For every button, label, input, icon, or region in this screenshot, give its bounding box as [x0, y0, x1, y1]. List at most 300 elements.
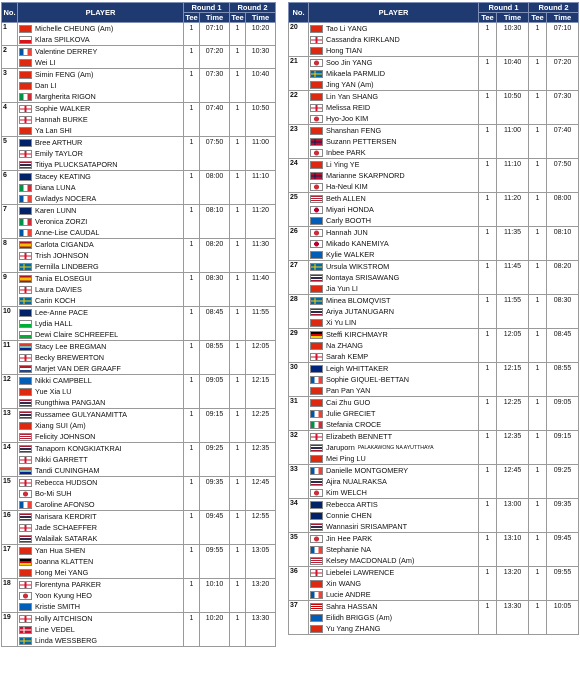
player-name: Emily TAYLOR: [35, 149, 83, 158]
group-number: 27: [289, 261, 309, 295]
round1-time: 09:15: [200, 409, 230, 443]
player-line: [309, 79, 478, 90]
round2-time: 10:40: [246, 69, 276, 103]
round2-time: 10:30: [246, 46, 276, 69]
flag-icon: [19, 59, 32, 67]
player-name: Tandi CUNINGHAM: [35, 466, 100, 475]
player-line: [309, 397, 478, 408]
player-line: [309, 317, 478, 328]
flag-icon: [310, 614, 323, 622]
round2-time: 07:50: [547, 159, 579, 193]
player-line: [18, 635, 183, 646]
flag-icon: [19, 592, 32, 600]
player-line: [309, 487, 478, 498]
player-line: [309, 533, 478, 544]
player-line: [18, 601, 183, 612]
flag-icon: [19, 626, 32, 634]
round2-tee: 1: [529, 295, 547, 329]
round1-time: 08:30: [200, 273, 230, 307]
player-line: [309, 45, 478, 56]
player-line: [309, 623, 478, 634]
flag-icon: [310, 127, 323, 135]
flag-icon: [310, 489, 323, 497]
header-r1-tee: Tee: [479, 13, 497, 23]
group-number: 13: [2, 409, 18, 443]
player-name: Mikado KANEMIYA: [326, 239, 389, 248]
flag-icon: [310, 376, 323, 384]
flag-icon: [19, 207, 32, 215]
player-line: [18, 454, 183, 465]
player-cell: [309, 601, 479, 635]
player-name: Holly AITCHISON: [35, 614, 93, 623]
player-line: [18, 431, 183, 442]
round1-time: 09:55: [200, 545, 230, 579]
round2-tee: 1: [529, 567, 547, 601]
flag-icon: [19, 411, 32, 419]
round1-time: 09:45: [200, 511, 230, 545]
round1-tee: 1: [184, 443, 200, 477]
group-row: [289, 431, 579, 465]
round1-time: 10:20: [200, 613, 230, 647]
flag-icon: [310, 36, 323, 44]
player-line: [18, 23, 183, 34]
round2-tee: 1: [529, 261, 547, 295]
player-line: [18, 409, 183, 420]
group-row: [289, 193, 579, 227]
player-name: Melissa REID: [326, 103, 371, 112]
player-line: [18, 397, 183, 408]
flag-icon: [19, 377, 32, 385]
round1-time: 10:50: [497, 91, 529, 125]
flag-icon: [19, 456, 32, 464]
player-name: Connie CHEN: [326, 511, 372, 520]
player-name: Xin WANG: [326, 579, 362, 588]
round2-tee: 1: [529, 431, 547, 465]
round2-tee: 1: [529, 499, 547, 533]
flag-icon: [310, 523, 323, 531]
round1-tee: 1: [184, 239, 200, 273]
flag-icon: [310, 206, 323, 214]
round1-time: 13:20: [497, 567, 529, 601]
round2-tee: 1: [230, 443, 246, 477]
flag-icon: [310, 161, 323, 169]
player-name: Diana LUNA: [35, 183, 76, 192]
round1-time: 12:15: [497, 363, 529, 397]
flag-icon: [310, 297, 323, 305]
player-line: [309, 578, 478, 589]
player-name: Ajira NUALRAKSA: [326, 477, 387, 486]
group-number: 11: [2, 341, 18, 375]
player-line: [18, 477, 183, 488]
group-number: 9: [2, 273, 18, 307]
flag-icon: [310, 342, 323, 350]
round1-time: 08:00: [200, 171, 230, 205]
player-line: [18, 295, 183, 306]
player-name: Nikki CAMPBELL: [35, 376, 92, 385]
round2-time: 10:20: [246, 23, 276, 46]
player-line: [309, 68, 478, 79]
flag-icon: [310, 47, 323, 55]
player-line: [309, 442, 478, 453]
round1-time: 12:25: [497, 397, 529, 431]
round2-time: 09:35: [547, 499, 579, 533]
round1-tee: 1: [479, 499, 497, 533]
group-number: 3: [2, 69, 18, 103]
flag-icon: [310, 25, 323, 33]
player-cell: [18, 579, 184, 613]
player-line: [18, 465, 183, 476]
player-cell: [309, 329, 479, 363]
round1-time: 11:00: [497, 125, 529, 159]
flag-icon: [19, 105, 32, 113]
round2-tee: 1: [529, 91, 547, 125]
player-line: [309, 555, 478, 566]
player-line: [18, 57, 183, 68]
player-line: [309, 147, 478, 158]
flag-icon: [19, 161, 32, 169]
player-cell: [18, 545, 184, 579]
round2-tee: 1: [529, 533, 547, 567]
flag-icon: [19, 252, 32, 260]
player-line: [18, 193, 183, 204]
round1-tee: 1: [479, 465, 497, 499]
round2-tee: 1: [230, 205, 246, 239]
player-line: [18, 114, 183, 125]
player-cell: [18, 307, 184, 341]
player-name: Stacey KEATING: [35, 172, 91, 181]
player-cell: [18, 103, 184, 137]
round1-tee: 1: [479, 533, 497, 567]
flag-icon: [310, 251, 323, 259]
round2-time: 11:20: [246, 205, 276, 239]
player-line: [309, 215, 478, 226]
player-name: Joanna KLATTEN: [35, 557, 94, 566]
round2-tee: 1: [230, 273, 246, 307]
player-line: [309, 238, 478, 249]
player-name: Lucie ANDRE: [326, 590, 371, 599]
round2-time: 12:25: [246, 409, 276, 443]
flag-icon: [310, 319, 323, 327]
player-name: Pan Pan YAN: [326, 386, 371, 395]
flag-icon: [19, 479, 32, 487]
round2-time: 10:50: [246, 103, 276, 137]
player-line: [18, 318, 183, 329]
round1-tee: 1: [479, 261, 497, 295]
player-name: Marianne SKARPNORD: [326, 171, 405, 180]
round1-time: 07:20: [200, 46, 230, 69]
player-line: [309, 567, 478, 578]
group-number: 18: [2, 579, 18, 613]
round2-time: 08:20: [547, 261, 579, 295]
player-line: [309, 193, 478, 204]
group-number: 22: [289, 91, 309, 125]
flag-icon: [310, 625, 323, 633]
flag-icon: [310, 603, 323, 611]
player-name: Li Ying YE: [326, 160, 360, 169]
round2-tee: 1: [230, 341, 246, 375]
flag-icon: [310, 569, 323, 577]
player-line: [18, 556, 183, 567]
group-number: 30: [289, 363, 309, 397]
header-player: PLAYER: [309, 3, 479, 23]
player-cell: [18, 46, 184, 69]
player-line: [309, 431, 478, 442]
round1-time: 08:55: [200, 341, 230, 375]
player-name: Nikki GARRETT: [35, 455, 88, 464]
round2-tee: 1: [230, 137, 246, 171]
header-round1: Round 1: [479, 3, 529, 13]
player-name: Soo Jin YANG: [326, 58, 373, 67]
round2-time: 09:55: [547, 567, 579, 601]
player-name: Ha-Neul KIM: [326, 182, 368, 191]
group-row: [2, 613, 276, 647]
player-line: [18, 205, 183, 216]
player-name: Becky BREWERTON: [35, 353, 105, 362]
player-line: [309, 272, 478, 283]
flag-icon: [19, 399, 32, 407]
group-row: [289, 499, 579, 533]
group-row: [2, 579, 276, 613]
round1-tee: 1: [479, 23, 497, 57]
player-line: [18, 307, 183, 318]
player-name: Hannah BURKE: [35, 115, 88, 124]
flag-icon: [19, 173, 32, 181]
group-number: 16: [2, 511, 18, 545]
round2-time: 09:05: [547, 397, 579, 431]
player-name: Bo-Mi SUH: [35, 489, 72, 498]
flag-icon: [310, 410, 323, 418]
player-name: Dewi Claire SCHREEFEL: [35, 330, 119, 339]
round2-time: 08:45: [547, 329, 579, 363]
round1-time: 13:30: [497, 601, 529, 635]
tee-times-table-left: [1, 2, 276, 647]
player-name: Ariya JUTANUGARN: [326, 307, 394, 316]
player-name: Tao Li YANG: [326, 24, 368, 33]
player-name: Marjet VAN DER GRAAFF: [35, 364, 121, 373]
round1-time: 13:00: [497, 499, 529, 533]
player-line: [309, 227, 478, 238]
group-number: 35: [289, 533, 309, 567]
round2-time: 11:00: [246, 137, 276, 171]
flag-icon: [19, 71, 32, 79]
header-r2-time: Time: [246, 13, 276, 23]
player-name: Hong TIAN: [326, 46, 362, 55]
round1-time: 11:35: [497, 227, 529, 261]
flag-icon: [19, 286, 32, 294]
flag-icon: [310, 546, 323, 554]
round1-time: 11:20: [497, 193, 529, 227]
player-line: [18, 613, 183, 624]
player-cell: [309, 295, 479, 329]
round2-tee: 1: [529, 329, 547, 363]
flag-icon: [310, 331, 323, 339]
flag-icon: [310, 591, 323, 599]
flag-icon: [19, 422, 32, 430]
player-line: [18, 80, 183, 91]
group-row: [2, 69, 276, 103]
flag-icon: [310, 535, 323, 543]
player-name: Shanshan FENG: [326, 126, 382, 135]
player-name: Mikaela PARMLID: [326, 69, 386, 78]
flag-icon: [310, 70, 323, 78]
group-row: [2, 239, 276, 273]
round2-time: 07:10: [547, 23, 579, 57]
player-line: [309, 374, 478, 385]
player-line: [18, 545, 183, 556]
player-name: Kristie SMITH: [35, 602, 80, 611]
flag-icon: [19, 82, 32, 90]
group-row: [289, 125, 579, 159]
player-line: [309, 170, 478, 181]
player-line: [18, 522, 183, 533]
flag-icon: [19, 467, 32, 475]
flag-icon: [19, 195, 32, 203]
player-line: [309, 261, 478, 272]
round1-tee: 1: [184, 545, 200, 579]
player-line: [18, 34, 183, 45]
flag-icon: [310, 557, 323, 565]
flag-icon: [310, 93, 323, 101]
flag-icon: [310, 455, 323, 463]
player-name: Inbee PARK: [326, 148, 366, 157]
round1-tee: 1: [184, 613, 200, 647]
flag-icon: [310, 115, 323, 123]
player-line: [309, 601, 478, 612]
round1-tee: 1: [184, 137, 200, 171]
player-cell: [309, 159, 479, 193]
player-name: Lin Yan SHANG: [326, 92, 379, 101]
group-row: [289, 159, 579, 193]
player-name: Line VEDEL: [35, 625, 75, 634]
player-name: Titiya PLUCKSATAPORN: [35, 160, 118, 169]
round1-time: 09:35: [200, 477, 230, 511]
player-name: Steffi KIRCHMAYR: [326, 330, 388, 339]
player-line: [309, 181, 478, 192]
player-line: [18, 159, 183, 170]
group-row: [2, 409, 276, 443]
group-number: 10: [2, 307, 18, 341]
flag-icon: [19, 116, 32, 124]
round1-tee: 1: [479, 159, 497, 193]
header-round2: Round 2: [529, 3, 579, 13]
player-name: Rebecca HUDSON: [35, 478, 98, 487]
player-cell: [309, 533, 479, 567]
flag-icon: [310, 104, 323, 112]
player-line: [18, 250, 183, 261]
flag-icon: [19, 263, 32, 271]
player-name: Xiang SUI (Am): [35, 421, 86, 430]
group-number: 34: [289, 499, 309, 533]
player-name: Hannah JUN: [326, 228, 368, 237]
player-name: Liebelei LAWRENCE: [326, 568, 395, 577]
group-number: 7: [2, 205, 18, 239]
player-line: [18, 386, 183, 397]
player-line: [309, 385, 478, 396]
player-line: [18, 284, 183, 295]
group-row: [2, 545, 276, 579]
round1-tee: 1: [479, 601, 497, 635]
flag-icon: [310, 501, 323, 509]
flag-icon: [19, 36, 32, 44]
group-row: [2, 171, 276, 205]
player-cell: [309, 431, 479, 465]
group-number: 31: [289, 397, 309, 431]
player-name: Kylie WALKER: [326, 250, 375, 259]
player-name: Sarah KEMP: [326, 352, 369, 361]
player-line: [18, 216, 183, 227]
flag-icon: [19, 343, 32, 351]
flag-icon: [310, 183, 323, 191]
round1-tee: 1: [184, 579, 200, 613]
round2-time: 09:15: [547, 431, 579, 465]
round1-time: 08:20: [200, 239, 230, 273]
flag-icon: [310, 365, 323, 373]
player-cell: [18, 613, 184, 647]
player-line: [18, 567, 183, 578]
round2-time: 09:45: [547, 533, 579, 567]
flag-icon: [19, 501, 32, 509]
player-cell: [18, 273, 184, 307]
player-name: Yue Xia LU: [35, 387, 72, 396]
round2-time: 11:30: [246, 239, 276, 273]
group-row: [2, 137, 276, 171]
round2-tee: 1: [230, 239, 246, 273]
player-name: Sophie GIQUEL-BETTAN: [326, 375, 409, 384]
header-round1: Round 1: [184, 3, 230, 13]
flag-icon: [310, 467, 323, 475]
group-row: [289, 261, 579, 295]
round1-tee: 1: [479, 193, 497, 227]
flag-icon: [310, 274, 323, 282]
player-name: Anne-Lise CAUDAL: [35, 228, 100, 237]
group-number: 37: [289, 601, 309, 635]
player-line: [309, 159, 478, 170]
flag-icon: [310, 444, 323, 452]
flag-icon: [19, 139, 32, 147]
round2-time: 07:30: [547, 91, 579, 125]
player-cell: [18, 23, 184, 46]
round1-time: 07:50: [200, 137, 230, 171]
player-line: [18, 137, 183, 148]
player-name: Carlota CIGANDA: [35, 240, 94, 249]
round1-time: 11:45: [497, 261, 529, 295]
player-line: [309, 113, 478, 124]
round2-time: 12:55: [246, 511, 276, 545]
group-row: [289, 601, 579, 635]
player-name: Laura DAVIES: [35, 285, 82, 294]
player-name: Jin Hee PARK: [326, 534, 373, 543]
player-line: [18, 579, 183, 590]
player-cell: [309, 261, 479, 295]
group-row: [289, 23, 579, 57]
player-cell: [18, 409, 184, 443]
player-line: [18, 533, 183, 544]
player-name: Kim WELCH: [326, 488, 367, 497]
group-row: [2, 273, 276, 307]
round1-tee: 1: [184, 23, 200, 46]
group-row: [2, 341, 276, 375]
header-round2: Round 2: [230, 3, 276, 13]
player-line: [309, 91, 478, 102]
player-name: Leigh WHITTAKER: [326, 364, 389, 373]
group-number: 36: [289, 567, 309, 601]
header-r2-tee: Tee: [231, 13, 244, 22]
flag-icon: [310, 59, 323, 67]
player-name: Dan LI: [35, 81, 57, 90]
player-line: [18, 341, 183, 352]
group-row: [2, 511, 276, 545]
round2-tee: 1: [230, 23, 246, 46]
